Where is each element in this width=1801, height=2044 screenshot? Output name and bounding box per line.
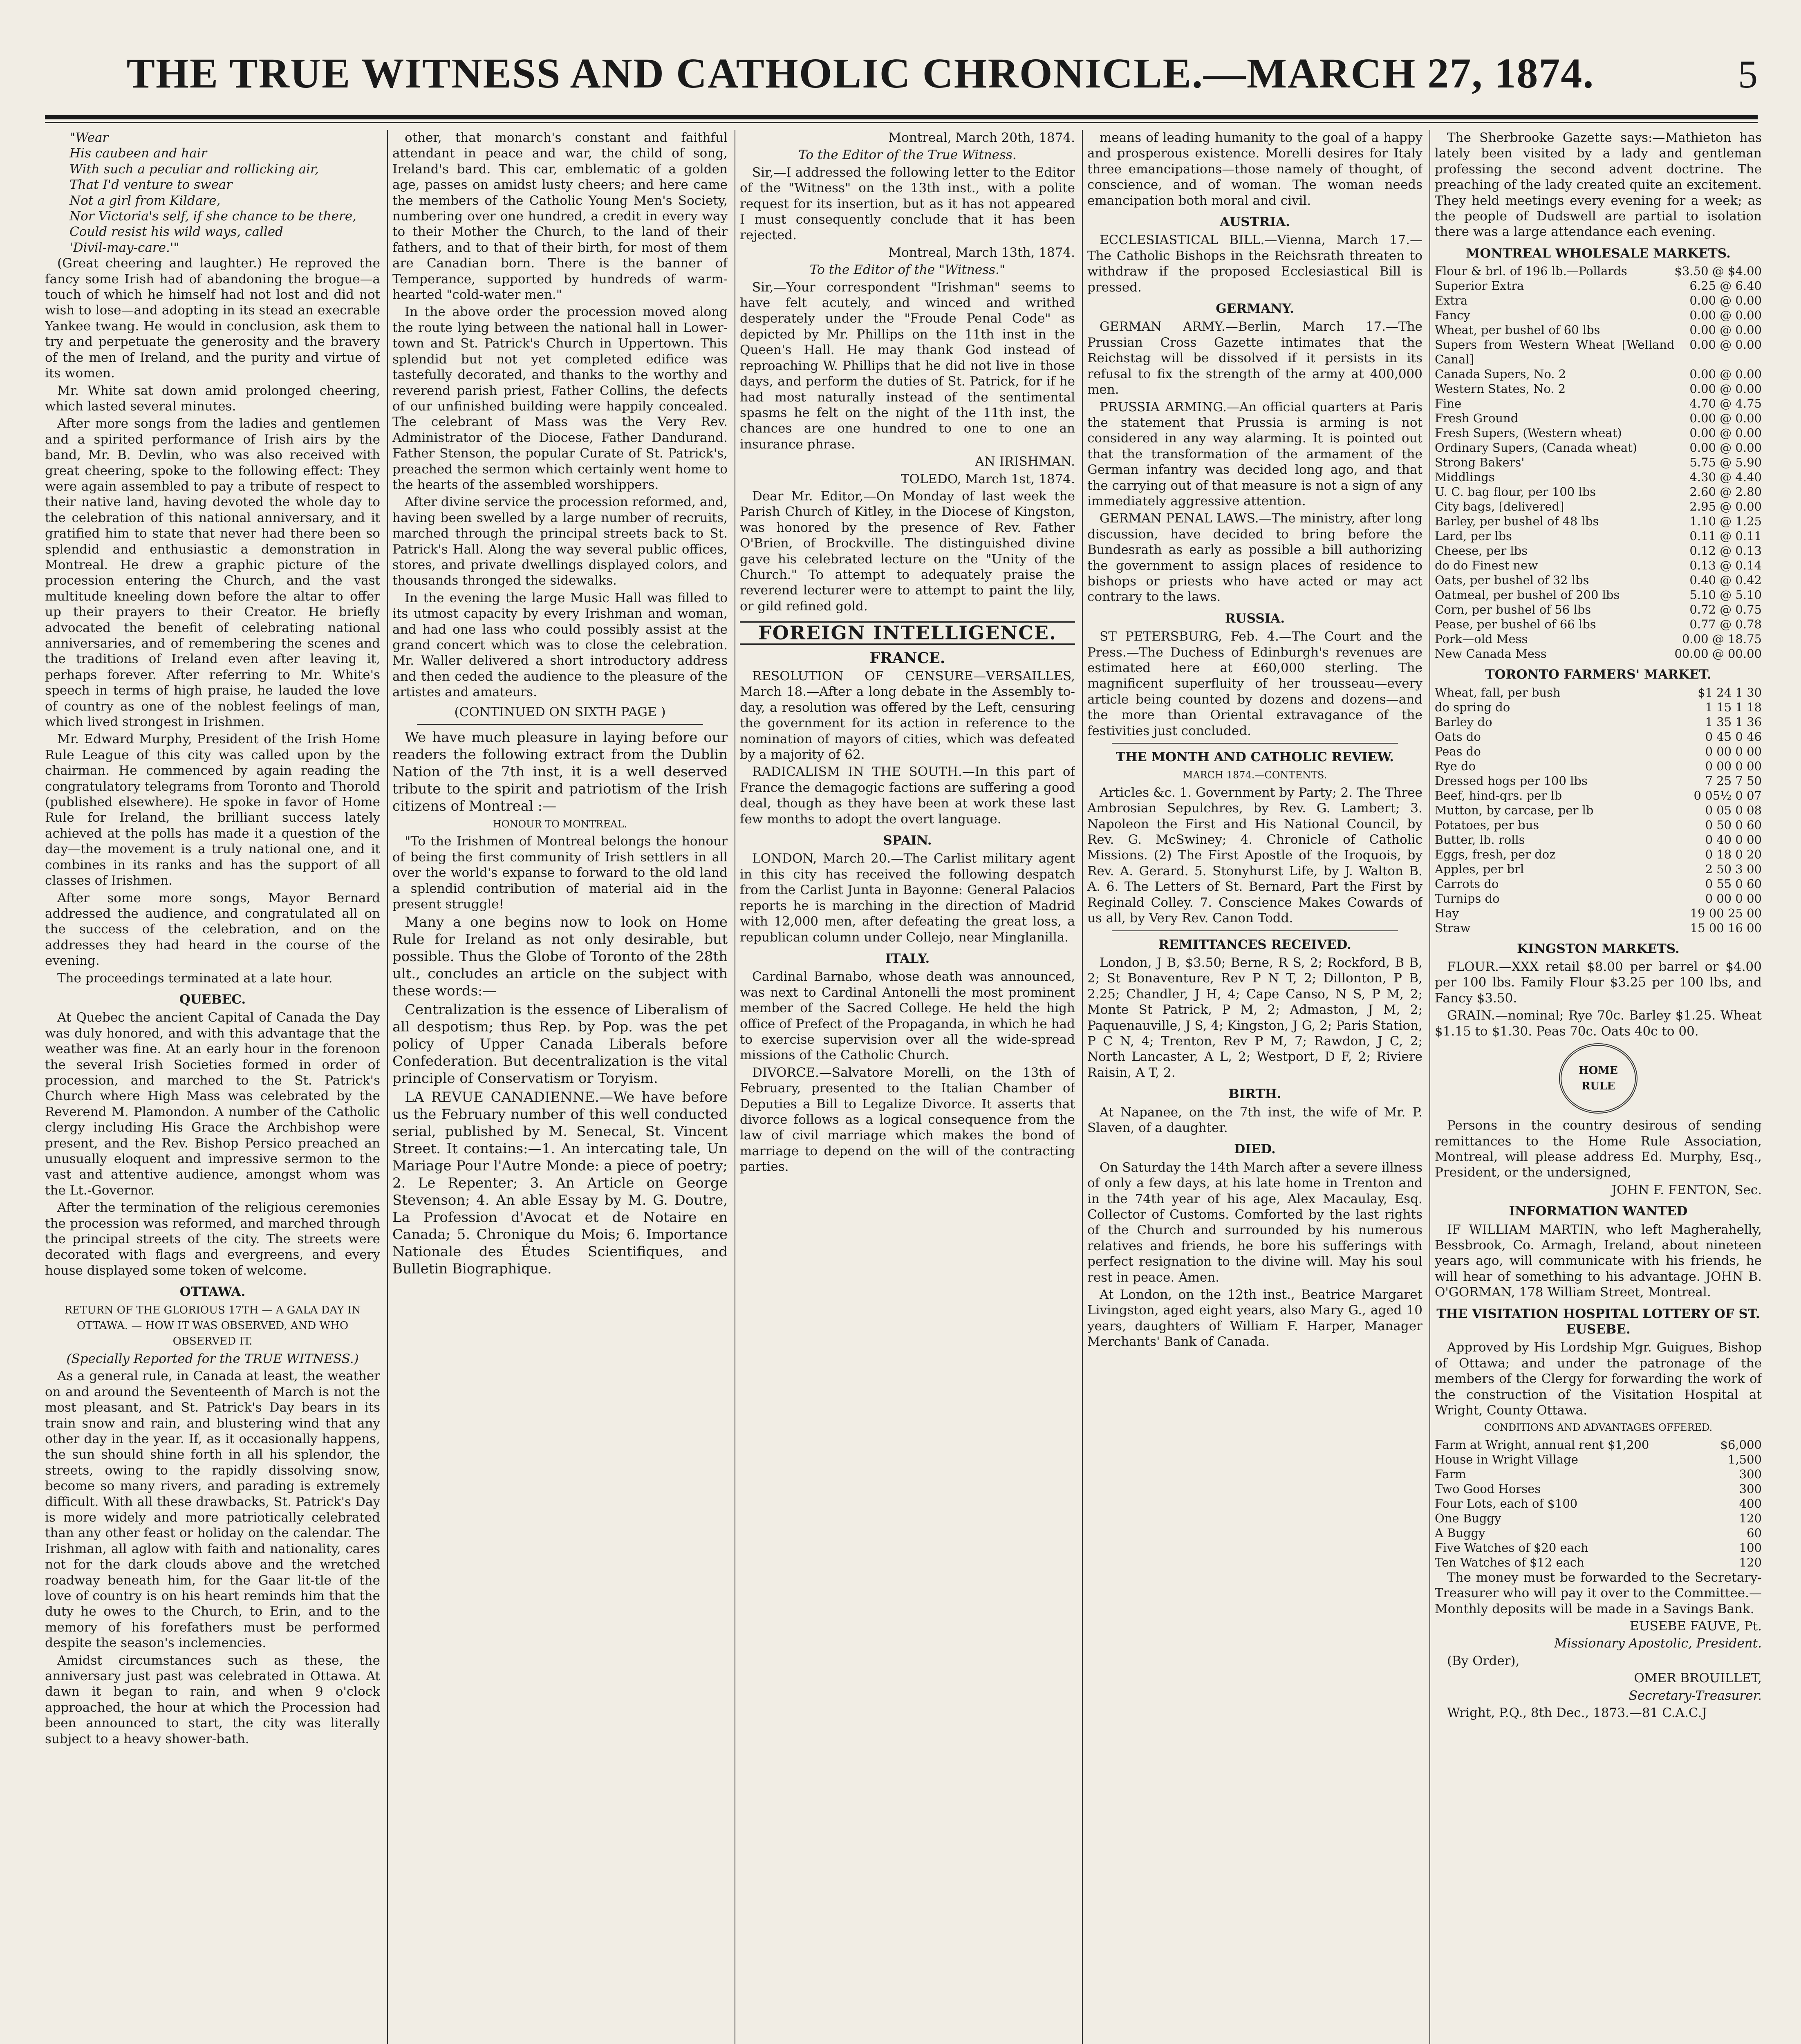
price-value: 100 <box>1739 1540 1762 1555</box>
price-value: 0 00 0 00 <box>1705 759 1762 773</box>
paragraph: means of leading humanity to the goal of a happy and prosperous existence. Morelli desires for Italy three emancipations—those namely of thought, of conscience, and of woman. The woman needs emancipation both moral and civil. <box>1087 130 1422 208</box>
prize-row <box>1435 1437 1762 1452</box>
paragraph: Sir,—Your correspondent "Irishman" seems to have felt acutely, and winced and writhed desperately under the "Froude Penal Code" as depicted by Mr. Phillips on the 11th inst in the Queen's Hall. He may thank God instead of reproaching W. Phillips that he did not live in those days, and perform the duties of St. Patrick, for if he had most naturally instead of the sentimental spasms he felt on the night of the 11th inst, the chances are one hundred to one to one an insurance phrase. <box>740 280 1075 452</box>
montreal-price-row <box>1435 543 1762 558</box>
montreal-price-row <box>1435 573 1762 587</box>
price-value: 1,500 <box>1727 1452 1762 1466</box>
price-value: 0 50 0 60 <box>1705 818 1762 832</box>
dateline: Wright, P.Q., 8th Dec., 1873.—81 C.A.C.J <box>1447 1706 1707 1721</box>
montreal-price-row <box>1435 529 1762 543</box>
column-divider <box>387 130 388 2044</box>
montreal-price-row <box>1435 337 1762 367</box>
price-value: 0.00 @ 0.00 <box>1689 367 1762 381</box>
price-item: Butter, lb. rolls <box>1435 832 1525 847</box>
price-value: 4.70 @ 4.75 <box>1689 397 1762 411</box>
toronto-price-row <box>1435 685 1762 700</box>
montreal-price-row <box>1435 558 1762 573</box>
paragraph: Cardinal Barnabo, whose death was announced, was next to Cardinal Antonelli the most prominent member of the Sacred College. He held the high office of Prefect of the Propaganda, in which he had to exercise supervision over all the wide-spread missions of the Catholic Church. <box>740 969 1075 1063</box>
price-value: 6.25 @ 6.40 <box>1689 279 1762 293</box>
price-item: Two Good Horses <box>1435 1481 1541 1496</box>
price-item: Middlings <box>1435 470 1495 484</box>
paragraph: On Saturday the 14th March after a severe illness of only a few days, at his late home in Trenton and in the 74th year of his age, Alex Macaulay, Esq. Collector of Customs. Comforted by the last rights of the Church and surrounded by his numerous relatives and friends, he bore his sufferings with perfect resignation to the divine will. May his soul rest in peace. Amen. <box>1087 1160 1422 1285</box>
price-item: Fancy <box>1435 308 1470 323</box>
paragraph: At Napanee, on the 7th inst, the wife of Mr. P. Slaven, of a daughter. <box>1087 1105 1422 1135</box>
toronto-price-row <box>1435 744 1762 759</box>
paragraph-lead: We have much pleasure in laying before our readers the following extract from the Dublin Nation of the 7th inst, it is a well deserved tribute to the spirit and patriotism of the Irish citizens of Montreal :— <box>392 729 728 815</box>
heading-birth: BIRTH. <box>1228 1087 1281 1102</box>
prize-row <box>1435 1481 1762 1496</box>
by-order: (By Order), <box>1447 1653 1520 1668</box>
price-value: 0.00 @ 0.00 <box>1689 426 1762 440</box>
montreal-price-row <box>1435 323 1762 337</box>
price-value: 0 45 0 46 <box>1705 729 1762 744</box>
signature: EUSEBE FAUVE, Pt. <box>1629 1619 1762 1634</box>
price-value: 5.75 @ 5.90 <box>1689 455 1762 470</box>
price-item: Potatoes, per bus <box>1435 818 1539 832</box>
price-value: $3.50 @ $4.00 <box>1674 264 1762 278</box>
price-item: Strong Bakers' <box>1435 455 1525 470</box>
paragraph: GERMAN PENAL LAWS.—The ministry, after long discussion, have decided to bring before the Bundesrath as early as possible a bill authorizing the government to assign places of residence to bishops or priests who have acted or may act contrary to the laws. <box>1087 511 1422 605</box>
continued-notice: (CONTINUED ON SIXTH PAGE ) <box>454 704 666 719</box>
poem-line: "Wear <box>69 130 109 145</box>
separator <box>1112 743 1398 744</box>
paragraph: ST PETERSBURG, Feb. 4.—The Court and the Press.—The Duchess of Edinburgh's revenues are estimated here at £60,000 sterling. The magnificent superfluity of her trousseau—every article being counted by dozens and dozens—and the more than Oriental extravagance of the festivities just concluded. <box>1087 629 1422 738</box>
toronto-price-row <box>1435 729 1762 744</box>
price-item: Carrots do <box>1435 876 1499 891</box>
heading-kingston-markets: KINGSTON MARKETS. <box>1517 941 1680 956</box>
price-item: Five Watches of $20 each <box>1435 1540 1588 1555</box>
column-3 <box>740 130 1075 2044</box>
prize-row <box>1435 1467 1762 1481</box>
salutation: To the Editor of the "Witness." <box>809 262 1006 278</box>
montreal-price-row <box>1435 646 1762 661</box>
price-value: 0 05½ 0 07 <box>1693 788 1762 802</box>
price-item: Hay <box>1435 906 1459 920</box>
price-item: Four Lots, each of $100 <box>1435 1496 1578 1511</box>
price-value: 120 <box>1739 1555 1762 1569</box>
subheading-review: MARCH 1874.—CONTENTS. <box>1183 769 1327 781</box>
paragraph: At London, on the 12th inst., Beatrice Margaret Livingston, aged eight years, also Mary G., aged 10 years, daughters of William F. Harper, Manager Merchants' Bank of Canada. <box>1087 1287 1422 1349</box>
prize-row <box>1435 1452 1762 1467</box>
toronto-price-row <box>1435 876 1762 891</box>
montreal-price-row <box>1435 308 1762 323</box>
price-item: Ten Watches of $12 each <box>1435 1555 1584 1569</box>
price-item: Fresh Supers, (Western wheat) <box>1435 426 1622 440</box>
toronto-price-row <box>1435 906 1762 921</box>
paragraph: After the termination of the religious ceremonies the procession was reformed, and marched through the principal streets of the city. The streets were decorated with flags and evergreens, and every house displayed some token of welcome. <box>45 1200 380 1278</box>
paragraph: IF WILLIAM MARTIN, who left Magherahelly, Bessbrook, Co. Armagh, Ireland, about nineteen years ago, will communicate with his friends, he will hear of something to his advantage. JOHN B. O'GORMAN, 178 William Street, Montreal. <box>1435 1222 1762 1300</box>
price-item: Apples, per brl <box>1435 862 1524 876</box>
paragraph: (Great cheering and laughter.) He reproved the fancy some Irish had of abandoning the brogue—a touch of which he himself had not lost and did not wish to lose—and adopting in its stead an execrable Yankee twang. He would in conclusion, ask them to try and perpetuate the generosity and the bravery of the men of Ireland, and the purity and virtue of its women. <box>45 256 380 381</box>
montreal-price-row <box>1435 602 1762 617</box>
paragraph: The Sherbrooke Gazette says:—Mathieton has lately been visited by a lady and gentleman professing the second advent doctrine. The preaching of the lady created quite an excitement. They held meetings every evening for a week; as the people of Dudswell are partial to isolation there was a large attendance each evening. <box>1435 130 1762 240</box>
poem-line: 'Divil-may-care.'" <box>69 240 179 255</box>
price-item: do spring do <box>1435 700 1510 714</box>
price-value: 5.10 @ 5.10 <box>1689 588 1762 602</box>
montreal-price-row <box>1435 381 1762 396</box>
dateline: TOLEDO, March 1st, 1874. <box>900 471 1075 486</box>
paragraph: FLOUR.—XXX retail $8.00 per barrel or $4.00 per 100 lbs. Family Flour $3.25 per 100 lbs, and Fancy $3.50. <box>1435 959 1762 1006</box>
separator <box>417 724 703 725</box>
price-value: 19 00 25 00 <box>1690 906 1762 920</box>
prizes-table <box>1435 1437 1762 1570</box>
subheading-conditions: CONDITIONS AND ADVANTAGES OFFERED. <box>1484 1422 1713 1434</box>
toronto-price-row <box>1435 847 1762 862</box>
toronto-price-row <box>1435 832 1762 847</box>
price-value: 300 <box>1739 1467 1762 1481</box>
toronto-prices-table <box>1435 685 1762 935</box>
poem-line: That I'd venture to swear <box>69 177 233 193</box>
price-value: 0.12 @ 0.13 <box>1689 544 1762 558</box>
price-value: 120 <box>1739 1511 1762 1525</box>
heading-germany: GERMANY. <box>1216 301 1294 316</box>
paragraph: In the evening the large Music Hall was filled to its utmost capacity by every Irishman and woman, and had one lass who could possibly assist at the grand concert which was to close the celebration. Mr. Waller delivered a short introductory address and then ceded the audience to the pleasure of the artistes and amateurs. <box>392 590 728 700</box>
heading-ottawa: OTTAWA. <box>179 1284 246 1300</box>
price-value: 400 <box>1739 1496 1762 1511</box>
price-value: $1 24 1 30 <box>1698 685 1762 699</box>
montreal-price-row <box>1435 367 1762 381</box>
heading-france: FRANCE. <box>869 649 945 667</box>
toronto-price-row <box>1435 921 1762 935</box>
heading-spain: SPAIN. <box>883 833 932 848</box>
price-item: Ordinary Supers, (Canada wheat) <box>1435 441 1637 455</box>
price-item: New Canada Mess <box>1435 647 1547 661</box>
price-item: Western States, No. 2 <box>1435 382 1566 396</box>
paragraph: After more songs from the ladies and gentlemen and a spirited performance of Irish airs by the band, Mr. B. Devlin, who was also received with great cheering, spoke to the following effect: They were again assembled to pay a tribute of respect to their native land, having devoted the whole day to the celebration of this national anniversary, and it gratified him to state that never had there been so splendid and enthusiastic a demonstration in Montreal. He drew a graphic picture of the procession entering the Church, and the vast multitude kneeling down before the altar to offer up their prayers to their Creator. He briefly advocated the benefit of celebrating national anniversaries, and of remembering the scenes and the traditions of Ireland even after leaving it, perhaps forever. After referring to Mr. White's speech in terms of high praise, he lauded the love of country as one of the noblest feelings of man, which lived strongest in Irishmen. <box>45 416 380 730</box>
price-value: 4.30 @ 4.40 <box>1689 470 1762 484</box>
price-value: 1 15 1 18 <box>1705 700 1762 714</box>
price-value: 0 00 0 00 <box>1705 891 1762 905</box>
price-item: Turnips do <box>1435 891 1500 905</box>
seal-text: HOME RULE <box>1579 1064 1618 1093</box>
paragraph: Sir,—I addressed the following letter to the Editor of the "Witness" on the 13th inst., with a polite request for its insertion, but as it has not appeared I must consequently conclude that it has been rejected. <box>740 165 1075 243</box>
masthead-rule-thin <box>45 122 1758 123</box>
section-heading-foreign: FOREIGN INTELLIGENCE. <box>740 621 1075 644</box>
poem-line: Not a girl from Kildare, <box>69 193 221 208</box>
price-value: 15 00 16 00 <box>1690 921 1762 935</box>
price-item: One Buggy <box>1435 1511 1501 1525</box>
signature: JOHN F. FENTON, Sec. <box>1611 1182 1762 1197</box>
heading-remittances: REMITTANCES RECEIVED. <box>1158 937 1351 952</box>
price-value: 0.40 @ 0.42 <box>1689 573 1762 587</box>
price-item: do do Finest new <box>1435 558 1538 573</box>
paragraph: Mr. Edward Murphy, President of the Irish Home Rule League of this city was called upon by the chairman. He commenced by again reading the congratulatory telegrams from Toronto and Thorold (published elsewhere). He spoke in favor of Home Rule for Ireland, the brilliant success lately achieved at the polls has made it a question of the day—the movement is a truly national one, and it combines in its ranks and has the support of all classes of Irishmen. <box>45 732 380 888</box>
price-value: 0.00 @ 0.00 <box>1689 338 1762 352</box>
montreal-price-row <box>1435 484 1762 499</box>
paragraph: As a general rule, in Canada at least, the weather on and around the Seventeenth of March is not the most pleasant, and St. Patrick's Day bears in its train snow and rain, and blustering wind that any other day in the year. If, as it occasionally happens, the sun should shine forth in all his splendor, the streets, owing to the rapidly dissolving snow, become so many rivers, and parading is extremely difficult. With all these drawbacks, St. Patrick's Day is more widely and more patriotically celebrated than any other feast or holiday on the calendar. The Irishman, all aglow with faith and nationality, cares not for the dark clouds above and the wretched roadway beneath him, for the Gaar lit-tle of the love of country is on his heart reminds him that the duty he owes to the Church, to Erin, and to the memory of his forefathers must be performed despite the season's inclemencies. <box>45 1369 380 1651</box>
price-item: House in Wright Village <box>1435 1452 1578 1466</box>
price-value: 2.95 @ 0.00 <box>1689 500 1762 514</box>
poem-line: With such a peculiar and rollicking air, <box>69 161 319 177</box>
price-item: Wheat, fall, per bush <box>1435 685 1561 699</box>
dateline: Montreal, March 13th, 1874. <box>888 245 1075 260</box>
column-divider <box>1429 130 1430 2044</box>
byline: (Specially Reported for the TRUE WITNESS.) <box>66 1351 359 1366</box>
paragraph: In the above order the procession moved along the route lying between the national hall in Lower-town and St. Patrick's Church in Uppertown. This splendid but not yet completed edifice was tastefully decorated, and thanks to the worthy and reverend parish priest, Father Collins, the defects of our unfinished building were happily concealed. The celebrant of Mass was the Very Rev. Administrator of the Diocese, Father Dandurand. Father Stenson, the popular Curate of St. Patrick's, preached the sermon which certainly went home to the hearts of the assembled worshippers. <box>392 305 728 492</box>
signature-title: Secretary-Treasurer. <box>1629 1688 1762 1703</box>
montreal-prices-table <box>1435 264 1762 661</box>
montreal-price-row <box>1435 617 1762 632</box>
price-value: 0.00 @ 18.75 <box>1682 632 1762 646</box>
separator <box>1112 930 1398 931</box>
signature: AN IRISHMAN. <box>975 454 1075 469</box>
price-value: $6,000 <box>1720 1437 1762 1452</box>
column-2 <box>392 130 728 2044</box>
poem-line: Could resist his wild ways, called <box>69 224 283 240</box>
montreal-price-row <box>1435 426 1762 440</box>
page-number: 5 <box>1738 52 1758 96</box>
price-value: 0.00 @ 0.00 <box>1689 382 1762 396</box>
heading-died: DIED. <box>1234 1142 1276 1157</box>
paragraph: After some more songs, Mayor Bernard addressed the audience, and congratulated all on the success of the celebration, and on the addresses they had heard in the course of the evening. <box>45 890 380 968</box>
paragraph: DIVORCE.—Salvatore Morelli, on the 13th of February, presented to the Italian Chamber of Deputies a Bill to Legalize Divorce. It asserts that divorce follows as a logical consequence from the law of civil marriage which makes the bond of marriage to depend on the will of the contracting parties. <box>740 1065 1075 1174</box>
masthead-rule-thick <box>45 115 1758 119</box>
price-item: Superior Extra <box>1435 279 1524 293</box>
price-value: 7 25 7 50 <box>1705 773 1762 788</box>
price-value: 0.72 @ 0.75 <box>1689 603 1762 617</box>
toronto-price-row <box>1435 773 1762 788</box>
poem-excerpt <box>45 130 380 256</box>
heading-toronto-market: TORONTO FARMERS' MARKET. <box>1485 667 1711 682</box>
price-item: Rye do <box>1435 759 1476 773</box>
price-item: Pease, per bushel of 66 lbs <box>1435 617 1596 632</box>
toronto-price-row <box>1435 862 1762 876</box>
price-item: Barley do <box>1435 715 1492 729</box>
montreal-price-row <box>1435 514 1762 529</box>
montreal-price-row <box>1435 278 1762 293</box>
price-value: 0.00 @ 0.00 <box>1689 308 1762 323</box>
price-item: Barley, per bushel of 48 lbs <box>1435 514 1599 529</box>
paragraph: GERMAN ARMY.—Berlin, March 17.—The Prussian Cross Gazette intimates that the Reichstag will be dissolved if it persists in its refusal to fix the strength of the army at 400,000 men. <box>1087 319 1422 397</box>
paragraph-lead: LA REVUE CANADIENNE.—We have before us the February number of this well conducted serial, published by M. Senecal, St. Vincent Street. It contains:—1. An intercating tale, Un Mariage Pour l'Autre Monde: a piece of poetry; 2. Le Repenter; 3. An Article on George Stevenson; 4. An able Essay by M. G. Doutre, La Profession d'Avocat et de Notaire en Canada; 5. Chronique du Mois; 6. Importance Nationale des Études Scientifiques, and Bulletin Biographique. <box>392 1089 728 1278</box>
paragraph: Articles &c. 1. Government by Party; 2. The Three Ambrosian Sepulchres, by Rev. G. Lambert; 3. Napoleon the First and His National Council, by Rev. G. McSwiney; 4. Chronicle of Catholic Missions. (2) The First Apostle of the Iroquois, by Rev. A. Gerard. 5. Stonyhurst Life, by J. Walton B. A. 6. The Letters of St. Bernard, Part the First by Reginald Colley. 7. Conscience Makes Cowards of us all, by Very Rev. Canon Todd. <box>1087 785 1422 926</box>
prize-row <box>1435 1496 1762 1511</box>
heading-italy: ITALY. <box>885 951 930 966</box>
toronto-price-row <box>1435 891 1762 906</box>
price-item: Fine <box>1435 397 1462 411</box>
montreal-price-row <box>1435 293 1762 308</box>
montreal-price-row <box>1435 440 1762 455</box>
montreal-price-row <box>1435 396 1762 411</box>
price-item: Mutton, by carcase, per lb <box>1435 803 1594 817</box>
price-value: 0 18 0 20 <box>1705 847 1762 861</box>
prize-row <box>1435 1555 1762 1570</box>
paragraph: LONDON, March 20.—The Carlist military agent in this city has received the following despatch from the Carlist Junta in Bayonne: General Palacios reports he is marching in the direction of Madrid with 12,000 men, after defeating the great loss, a republican column under Collejo, near Minglanilla. <box>740 851 1075 945</box>
montreal-price-row <box>1435 411 1762 426</box>
prize-row <box>1435 1540 1762 1555</box>
price-value: 0 00 0 00 <box>1705 744 1762 758</box>
toronto-price-row <box>1435 788 1762 803</box>
paragraph: PRUSSIA ARMING.—An official quarters at Paris the statement that Prussia is arming is not considered in any way alarming. It is pointed out that the transformation of the armament of the German infantry was decided long ago, and that the carrying out of that measure is not a sign of any immediately aggressive attention. <box>1087 399 1422 509</box>
toronto-price-row <box>1435 700 1762 715</box>
toronto-price-row <box>1435 803 1762 818</box>
price-value: 0.13 @ 0.14 <box>1689 558 1762 573</box>
paragraph: RESOLUTION OF CENSURE—VERSAILLES, March 18.—After a long debate in the Assembly to-day, a resolution was offered by the Left, censuring the government for its action in reference to the nomination of mayors of cities, which was defeated by a majority of 62. <box>740 669 1075 762</box>
price-item: City bags, [delivered] <box>1435 500 1564 514</box>
price-value: 300 <box>1739 1481 1762 1496</box>
paragraph: RADICALISM IN THE SOUTH.—In this part of France the demagogic factions are suffering a good deal, though as they have been at work these last few months to adopt the overt language. <box>740 764 1075 827</box>
paragraph: ECCLESIASTICAL BILL.—Vienna, March 17.—The Catholic Bishops in the Reichsrath threaten to withdraw if the proposed Ecclesiastical Bill is pressed. <box>1087 233 1422 295</box>
heading-lottery: THE VISITATION HOSPITAL LOTTERY OF ST. EUSEBE. <box>1436 1306 1760 1337</box>
column-5 <box>1435 130 1762 2044</box>
montreal-price-row <box>1435 632 1762 646</box>
heading-review: THE MONTH AND CATHOLIC REVIEW. <box>1116 750 1394 765</box>
paragraph: At Quebec the ancient Capital of Canada the Day was duly honored, and with this advantage that the weather was fine. At an early hour in the forenoon the several Irish Societies formed in order of procession, and marched to the St. Patrick's Church where High Mass was celebrated by the Reverend M. Plamondon. A number of the Catholic clergy including His Grace the Archbishop were present, and the Rev. Bishop Persico preached an unusually eloquent and impressive sermon to the vast and attentive audience, amongst whom was the Lt.-Governor. <box>45 1010 380 1198</box>
paragraph: Dear Mr. Editor,—On Monday of last week the Parish Church of Kitley, in the Diocese of Kingston, was honored by the presence of Rev. Father O'Brien, of Brockville. The distinguished divine gave his celebrated lecture on the "Unity of the Church." To attempt to adequately praise the reverend lecturer were to attempt to paint the lily, or gild refined gold. <box>740 489 1075 614</box>
price-item: Fresh Ground <box>1435 411 1519 426</box>
price-item: Pork—old Mess <box>1435 632 1528 646</box>
paragraph: Amidst circumstances such as these, the anniversary just past was celebrated in Ottawa. At dawn it began to rain, and when 9 o'clock approached, the hour at which the Procession had been announced to start, the city was literally subject to a heavy shower-bath. <box>45 1653 380 1746</box>
price-item: Flour & brl. of 196 lb.—Pollards <box>1435 264 1627 278</box>
heading-russia: RUSSIA. <box>1225 611 1285 626</box>
price-item: U. C. bag flour, per 100 lbs <box>1435 485 1596 499</box>
montreal-price-row <box>1435 264 1762 278</box>
price-value: 0.00 @ 0.00 <box>1689 411 1762 426</box>
price-value: 0.11 @ 0.11 <box>1689 529 1762 543</box>
signature-title: Missionary Apostolic, President. <box>1554 1636 1762 1651</box>
paragraph: GRAIN.—nominal; Rye 70c. Barley $1.25. Wheat $1.15 to $1.30. Peas 70c. Oats 40c to 00. <box>1435 1008 1762 1039</box>
price-value: 1 35 1 36 <box>1705 715 1762 729</box>
price-item: Farm at Wright, annual rent $1,200 <box>1435 1437 1649 1452</box>
price-value: 0 55 0 60 <box>1705 876 1762 891</box>
poem-line: Nor Victoria's self, if she chance to be there, <box>69 209 356 224</box>
price-item: Straw <box>1435 921 1471 935</box>
toronto-price-row <box>1435 715 1762 729</box>
price-value: 0.00 @ 0.00 <box>1689 441 1762 455</box>
paragraph: The money must be forwarded to the Secretary-Treasurer who will pay it over to the Committee.— Monthly deposits will be made in a Savings Bank. <box>1435 1570 1762 1616</box>
price-item: Beef, hind-qrs. per lb <box>1435 788 1562 802</box>
signature: OMER BROUILLET, <box>1634 1671 1762 1686</box>
newspaper-title: THE TRUE WITNESS AND CATHOLIC CHRONICLE.—MARCH 27, 1874. <box>126 50 1595 97</box>
price-item: Oats, per bushel of 32 lbs <box>1435 573 1589 587</box>
paragraph: "To the Irishmen of Montreal belongs the honour of being the first community of Irish settlers in all over the world's expanse to forward to the old land a splendid contribution of material aid in the present struggle! <box>392 834 728 912</box>
price-item: Peas do <box>1435 744 1481 758</box>
heading-quebec: QUEBEC. <box>179 992 246 1007</box>
price-value: 2 50 3 00 <box>1705 862 1762 876</box>
paragraph: other, that monarch's constant and faithful attendant in peace and war, the child of song, Ireland's bard. This car, emblematic of a golden age, passes on amidst lusty cheers; and here came the members of the Catholic Young Men's Society, numbering over one hundred, a credit in every way to their Mother the Church, to the land of their fathers, and to that of their birth, for most of them are Canadian born. There is the banner of Temperance, supported by hundreds of warm-hearted "cold-water men." <box>392 130 728 303</box>
price-item: Eggs, fresh, per doz <box>1435 847 1556 861</box>
montreal-price-row <box>1435 470 1762 484</box>
paragraph: After divine service the procession reformed, and, having been swelled by a large number of recruits, marched through the principal streets back to St. Patrick's Hall. Along the way several public offices, stores, and private dwellings displayed colors, and thousands thronged the sidewalks. <box>392 495 728 588</box>
column-4 <box>1087 130 1422 2044</box>
price-item: Cheese, per lbs <box>1435 544 1528 558</box>
home-rule-seal-icon <box>1559 1043 1637 1114</box>
price-value: 1.10 @ 1.25 <box>1689 514 1762 529</box>
paragraph: Mr. White sat down amid prolonged cheering, which lasted several minutes. <box>45 383 380 414</box>
paragraph: London, J B, $3.50; Berne, R S, 2; Rockford, B B, 2; St Bonaventure, Rev P N T, 2; Dillonton, P B, 2.25; Chandler, J H, 4; Cape Canso, N S, P M, 2; Monte St Patrick, P M, 2; Admaston, J M, 2; Paquenauville, J S, 4; Kingston, J G, 2; Paris Station, P C N, 4; Trenton, Rev P M, 7; Rawdon, J C, 2; North Lancaster, A L, 2; Westport, D F, 2; Riviere Raisin, A T, 2. <box>1087 955 1422 1080</box>
paragraph-lead: Many a one begins now to look on Home Rule for Ireland as not only desirable, but possible. Thus the Globe of Toronto of the 28th ult., concludes an article on the subject with these words:— <box>392 914 728 1000</box>
subheading-ottawa: RETURN OF THE GLORIOUS 17TH — A GALA DAY IN OTTAWA. — HOW IT WAS OBSERVED, AND WHO OBSERVED IT. <box>64 1304 361 1348</box>
toronto-price-row <box>1435 759 1762 773</box>
price-item: Oatmeal, per bushel of 200 lbs <box>1435 588 1620 602</box>
price-value: 0 40 0 00 <box>1705 832 1762 847</box>
column-1 <box>45 130 380 2044</box>
price-value: 2.60 @ 2.80 <box>1689 485 1762 499</box>
price-item: Wheat, per bushel of 60 lbs <box>1435 323 1600 337</box>
prize-row <box>1435 1526 1762 1540</box>
price-value: 0.00 @ 0.00 <box>1689 294 1762 308</box>
heading-information-wanted: INFORMATION WANTED <box>1509 1204 1688 1219</box>
toronto-price-row <box>1435 818 1762 832</box>
paragraph: The proceedings terminated at a late hour. <box>57 970 333 986</box>
column-divider <box>1082 130 1083 2044</box>
price-value: 0.77 @ 0.78 <box>1689 617 1762 632</box>
subheading-honour: HONOUR TO MONTREAL. <box>493 818 627 830</box>
paragraph: Approved by His Lordship Mgr. Guigues, Bishop of Ottawa; and under the patronage of the members of the Clergy for forwarding the work of the construction of the Visitation Hospital at Wright, County Ottawa. <box>1435 1340 1762 1418</box>
price-item: Farm <box>1435 1467 1466 1481</box>
paragraph: Persons in the country desirous of sending remittances to the Home Rule Association, Montreal, will please address Ed. Murphy, Esq., President, or the undersigned, <box>1435 1118 1762 1180</box>
price-item: Corn, per bushel of 56 lbs <box>1435 603 1591 617</box>
paragraph-lead: Centralization is the essence of Liberalism of all despotism; thus Rep. by Pop. was the pet policy of Upper Canada Liberals before Confederation. But decentralization is the vital principle of Conservatism or Toryism. <box>392 1002 728 1087</box>
price-value: 60 <box>1747 1526 1762 1540</box>
montreal-price-row <box>1435 587 1762 602</box>
dateline: Montreal, March 20th, 1874. <box>888 130 1075 145</box>
price-item: A Buggy <box>1435 1526 1485 1540</box>
price-value: 0.00 @ 0.00 <box>1689 323 1762 337</box>
price-item: Canada Supers, No. 2 <box>1435 367 1566 381</box>
prize-row <box>1435 1511 1762 1526</box>
salutation: To the Editor of the True Witness. <box>798 148 1017 163</box>
heading-montreal-markets: MONTREAL WHOLESALE MARKETS. <box>1466 246 1731 261</box>
montreal-price-row <box>1435 455 1762 470</box>
masthead <box>45 49 1758 114</box>
price-value: 00.00 @ 00.00 <box>1674 647 1762 661</box>
price-value: 0 05 0 08 <box>1705 803 1762 817</box>
price-item: Oats do <box>1435 729 1481 744</box>
montreal-price-row <box>1435 499 1762 514</box>
heading-austria: AUSTRIA. <box>1220 215 1290 230</box>
poem-line: His caubeen and hair <box>69 146 207 161</box>
price-item: Supers from Western Wheat [Welland Canal] <box>1435 338 1675 367</box>
price-item: Extra <box>1435 294 1468 308</box>
price-item: Lard, per lbs <box>1435 529 1512 543</box>
price-item: Dressed hogs per 100 lbs <box>1435 773 1588 788</box>
